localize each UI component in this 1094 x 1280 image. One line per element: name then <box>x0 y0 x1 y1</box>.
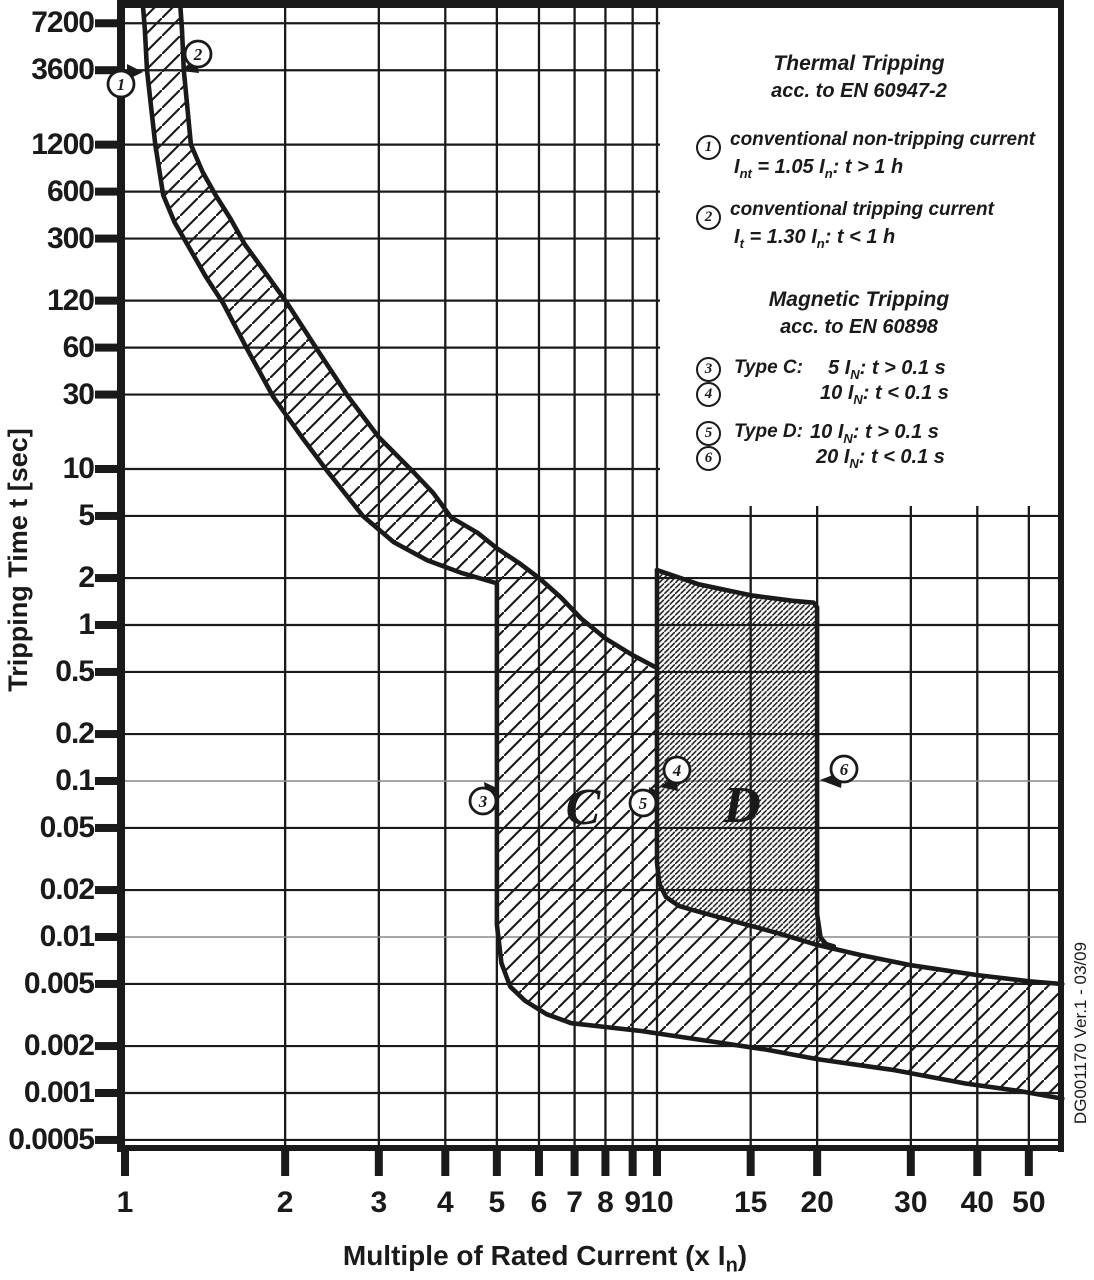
formula-subscript: nt <box>739 166 752 181</box>
marker-number-3: 3 <box>478 792 488 811</box>
formula-subscript: N <box>850 367 860 382</box>
y-tick-label-1: 1 <box>78 608 94 641</box>
y-tick-label-300: 300 <box>46 221 94 255</box>
y-tick-label-0.002: 0.002 <box>23 1029 94 1063</box>
formula-text: I <box>847 382 854 404</box>
y-tick-label-0.02: 0.02 <box>39 873 94 907</box>
x-tick-3 <box>375 1148 383 1176</box>
x-tick-6 <box>535 1148 543 1176</box>
y-tick-label-0.05: 0.05 <box>39 810 94 844</box>
legend-item-number-4: 4 <box>696 382 721 407</box>
document-id-watermark: DG001170 Ver.1 - 03/09 <box>1071 941 1090 1125</box>
y-tick-label-7200: 7200 <box>31 6 94 40</box>
y-tick-2 <box>95 574 125 582</box>
y-tick-0.005 <box>95 980 125 988</box>
formula-text: I <box>811 226 817 248</box>
y-tick-label-0.2: 0.2 <box>55 717 94 751</box>
formula-text: : t < 1 h <box>824 226 896 248</box>
formula-text: I <box>734 226 740 248</box>
x-tick-7 <box>571 1148 579 1176</box>
x-tick-label-6: 6 <box>530 1186 548 1219</box>
x-tick-20 <box>813 1148 821 1176</box>
y-tick-label-0.0005: 0.0005 <box>8 1122 94 1156</box>
y-tick-label-1200: 1200 <box>31 127 94 161</box>
plot-border-right <box>1058 0 1064 1152</box>
formula-text: I <box>819 156 825 178</box>
y-tick-120 <box>95 297 125 305</box>
marker-number-6: 6 <box>839 760 849 779</box>
formula-text: : t < 0.1 s <box>862 382 949 404</box>
x-tick-label-5: 5 <box>488 1186 506 1219</box>
thermal-tripping-title: Thermal Tripping <box>773 52 945 75</box>
x-tick-label-9: 9 <box>624 1186 641 1219</box>
legend-item-formula-5 <box>810 421 939 446</box>
marker-number-5: 5 <box>638 794 648 813</box>
x-tick-label-50: 50 <box>1012 1186 1046 1219</box>
x-tick-label-4: 4 <box>436 1186 454 1219</box>
y-tick-0.5 <box>95 668 125 676</box>
y-tick-0.002 <box>95 1042 125 1050</box>
formula-text: : t < 0.1 s <box>858 446 945 468</box>
formula-subscript: N <box>849 456 859 471</box>
x-tick-9 <box>629 1148 637 1176</box>
formula-text: I <box>837 421 844 443</box>
formula-text: : t > 1 h <box>832 156 904 178</box>
y-tick-0.02 <box>95 886 125 894</box>
y-tick-label-60: 60 <box>62 330 94 364</box>
x-tick-label-30: 30 <box>894 1186 928 1219</box>
legend-item-number-3: 3 <box>696 357 721 382</box>
x-axis-title-subscript: n <box>725 1254 738 1277</box>
formula-text: I <box>734 156 740 178</box>
x-tick-5 <box>493 1148 501 1176</box>
x-axis-title <box>330 1240 760 1278</box>
x-tick-label-1: 1 <box>116 1186 134 1219</box>
x-tick-4 <box>441 1148 449 1176</box>
legend-item-formula-3 <box>828 357 946 382</box>
formula-text: : t > 0.1 s <box>859 357 946 379</box>
x-axis-title-close: ) <box>737 1240 748 1271</box>
marker-number-2: 2 <box>193 45 203 64</box>
formula-subscript: N <box>853 392 863 407</box>
legend-item-formula-1 <box>734 156 903 181</box>
y-tick-label-10: 10 <box>62 452 94 485</box>
x-axis-title-text: Multiple of Rated Current (x I <box>342 1240 726 1271</box>
legend-item-label-2: conventional tripping current <box>730 199 994 220</box>
x-axis-line <box>117 1145 1064 1151</box>
y-tick-600 <box>95 188 125 196</box>
legend-item-label-5: Type D: <box>734 421 803 442</box>
marker-number-1: 1 <box>116 75 126 94</box>
formula-text: I <box>843 446 850 468</box>
y-tick-label-5: 5 <box>78 498 94 532</box>
band-label-C: C <box>565 779 601 836</box>
legend-item-label-1: conventional non-tripping current <box>730 129 1036 150</box>
y-tick-0.0005 <box>95 1136 125 1144</box>
formula-text: 20 <box>816 446 844 468</box>
y-tick-60 <box>95 344 125 352</box>
legend-item-formula-6 <box>816 446 945 471</box>
x-tick-1 <box>121 1148 129 1176</box>
x-tick-label-8: 8 <box>597 1186 614 1219</box>
legend-panel <box>660 8 1058 508</box>
y-tick-1200 <box>95 141 125 149</box>
y-tick-label-2: 2 <box>78 561 94 595</box>
formula-text: = 1.30 <box>743 226 812 248</box>
y-tick-label-0.005: 0.005 <box>23 966 94 1000</box>
x-tick-15 <box>747 1148 755 1176</box>
formula-text: I <box>844 357 851 379</box>
formula-text: 5 <box>828 357 845 379</box>
x-tick-label-15: 15 <box>733 1186 768 1219</box>
y-tick-0.2 <box>95 730 125 738</box>
x-tick-50 <box>1025 1148 1033 1176</box>
y-tick-5 <box>95 512 125 520</box>
formula-subscript: N <box>843 431 853 446</box>
magnetic-tripping-title: Magnetic Tripping <box>768 288 950 311</box>
marker-number-4: 4 <box>672 761 682 780</box>
x-tick-10 <box>653 1148 661 1176</box>
formula-text: 10 <box>820 382 848 404</box>
y-tick-label-0.5: 0.5 <box>55 654 94 688</box>
x-tick-label-2: 2 <box>276 1186 294 1219</box>
x-tick-label-40: 40 <box>960 1186 994 1219</box>
legend-item-label-3: Type C: <box>734 357 803 378</box>
y-tick-label-0.01: 0.01 <box>39 920 94 953</box>
x-tick-40 <box>973 1148 981 1176</box>
y-tick-label-600: 600 <box>46 174 94 208</box>
y-tick-10 <box>95 465 125 473</box>
legend-item-number-1: 1 <box>696 135 721 160</box>
formula-subscript: n <box>816 236 825 251</box>
x-tick-label-20: 20 <box>800 1186 834 1219</box>
band-label-D: D <box>723 777 761 834</box>
formula-text: 10 <box>810 421 838 443</box>
y-tick-7200 <box>95 19 125 27</box>
x-tick-label-10: 10 <box>640 1186 674 1219</box>
x-tick-label-7: 7 <box>566 1186 583 1219</box>
y-tick-label-3600: 3600 <box>31 53 94 87</box>
y-axis-title: Tripping Time t [sec] <box>3 428 33 692</box>
y-tick-0.01 <box>95 933 125 941</box>
y-tick-label-0.1: 0.1 <box>55 764 94 797</box>
plot-border-top <box>117 0 1064 8</box>
x-tick-label-3: 3 <box>370 1186 388 1219</box>
y-tick-0.1 <box>95 777 125 785</box>
thermal-tripping-standard: acc. to EN 60947-2 <box>771 80 947 102</box>
y-tick-label-120: 120 <box>46 283 94 317</box>
y-tick-30 <box>95 391 125 399</box>
y-tick-1 <box>95 621 125 629</box>
x-tick-30 <box>907 1148 915 1176</box>
x-tick-2 <box>281 1148 289 1176</box>
formula-text: = 1.05 <box>751 156 820 178</box>
y-tick-0.001 <box>95 1089 125 1097</box>
formula-text: : t > 0.1 s <box>852 421 939 443</box>
legend-item-number-5: 5 <box>696 421 721 446</box>
x-tick-8 <box>601 1148 609 1176</box>
magnetic-tripping-standard: acc. to EN 60898 <box>780 316 938 338</box>
legend-item-number-6: 6 <box>696 446 721 471</box>
y-tick-0.05 <box>95 824 125 832</box>
formula-subscript: n <box>824 166 833 181</box>
formula-subscript: t <box>739 236 744 251</box>
legend-item-number-2: 2 <box>696 205 721 230</box>
legend-item-formula-2 <box>734 226 895 251</box>
y-tick-label-0.001: 0.001 <box>23 1076 94 1109</box>
legend-item-formula-4 <box>820 382 949 407</box>
y-tick-label-30: 30 <box>62 377 94 411</box>
y-tick-300 <box>95 235 125 243</box>
